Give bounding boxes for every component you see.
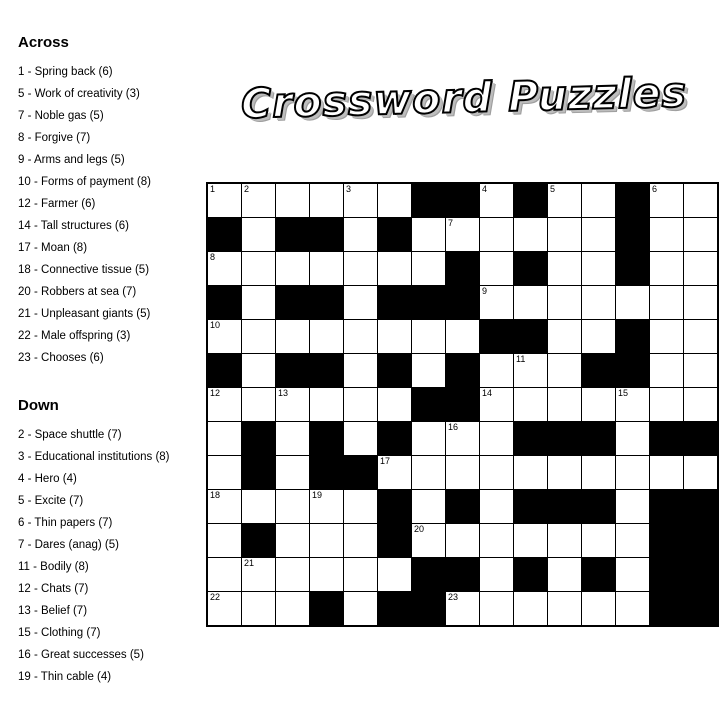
grid-cell-block (344, 456, 378, 490)
grid-cell-open[interactable] (582, 218, 616, 252)
grid-cell-open[interactable] (412, 252, 446, 286)
grid-cell-open[interactable] (310, 252, 344, 286)
grid-cell-open[interactable] (276, 592, 310, 627)
grid-row (207, 183, 718, 218)
grid-cell-open[interactable] (480, 354, 514, 388)
grid-cell-open[interactable] (480, 286, 514, 320)
grid-cell-number: 8 (210, 252, 216, 262)
grid-cell-open[interactable] (412, 524, 446, 558)
grid-cell-block (650, 558, 684, 592)
grid-cell-open[interactable] (310, 490, 344, 524)
grid-cell-open[interactable] (548, 218, 582, 252)
grid-cell-block (310, 592, 344, 627)
page-title: Crossword Puzzles (240, 68, 688, 128)
grid-cell-block (310, 354, 344, 388)
grid-cell-block (616, 252, 650, 286)
grid-cell-open[interactable] (242, 286, 276, 320)
grid-cell-open[interactable] (514, 218, 548, 252)
down-heading: Down (18, 397, 59, 414)
grid-cell-open[interactable] (310, 558, 344, 592)
grid-cell-block (310, 286, 344, 320)
grid-cell-open[interactable] (242, 592, 276, 627)
clues-panel (18, 34, 208, 688)
clue-item: 7 - Noble gas (5) (18, 110, 104, 122)
grid-cell-open[interactable] (310, 524, 344, 558)
grid-cell-open[interactable] (412, 422, 446, 456)
grid-cell-open[interactable] (514, 388, 548, 422)
grid-row (207, 558, 718, 592)
grid-cell-block (310, 456, 344, 490)
grid-cell-open[interactable] (514, 286, 548, 320)
grid-cell-block (310, 422, 344, 456)
grid-cell-open[interactable] (310, 320, 344, 354)
grid-cell-open[interactable] (276, 456, 310, 490)
grid-cell-open[interactable] (684, 456, 719, 490)
grid-cell-block (378, 218, 412, 252)
grid-cell-open[interactable] (310, 183, 344, 218)
grid-cell-open[interactable] (650, 286, 684, 320)
grid-cell-open[interactable] (582, 524, 616, 558)
grid-cell-open[interactable] (242, 183, 276, 218)
grid-cell-number: 23 (448, 592, 459, 602)
grid-cell-block (412, 592, 446, 627)
grid-cell-open[interactable] (684, 218, 719, 252)
grid-cell-open[interactable] (616, 422, 650, 456)
grid-cell-number: 13 (278, 388, 289, 398)
grid-cell-open[interactable] (207, 320, 242, 354)
grid-cell-block (684, 558, 719, 592)
clue-item: 13 - Belief (7) (18, 605, 88, 617)
grid-cell-open[interactable] (276, 388, 310, 422)
grid-cell-open[interactable] (650, 388, 684, 422)
grid-row (207, 354, 718, 388)
grid-cell-open[interactable] (548, 524, 582, 558)
grid-cell-open[interactable] (276, 320, 310, 354)
grid-cell-open[interactable] (548, 456, 582, 490)
grid-cell-open[interactable] (548, 592, 582, 627)
grid-cell-block (242, 524, 276, 558)
clue-item: 12 - Farmer (6) (18, 198, 96, 210)
grid-cell-block (412, 558, 446, 592)
grid-cell-open[interactable] (650, 218, 684, 252)
grid-cell-open[interactable] (616, 490, 650, 524)
clue-item: 7 - Dares (anag) (5) (18, 539, 119, 551)
grid-row (207, 286, 718, 320)
grid-cell-open[interactable] (582, 183, 616, 218)
grid-cell-open[interactable] (514, 524, 548, 558)
grid-cell-open[interactable] (616, 524, 650, 558)
grid-cell-block (276, 286, 310, 320)
grid-cell-open[interactable] (412, 354, 446, 388)
grid-cell-number: 19 (312, 490, 323, 500)
grid-cell-block (446, 388, 480, 422)
grid-cell-block (514, 183, 548, 218)
grid-cell-open[interactable] (276, 252, 310, 286)
grid-cell-block (582, 558, 616, 592)
grid-cell-open[interactable] (344, 524, 378, 558)
grid-cell-block (650, 524, 684, 558)
grid-cell-open[interactable] (548, 558, 582, 592)
grid-row (207, 252, 718, 286)
grid-cell-block (514, 490, 548, 524)
grid-cell-open[interactable] (242, 558, 276, 592)
grid-cell-open[interactable] (548, 183, 582, 218)
clue-item: 6 - Thin papers (7) (18, 517, 113, 529)
grid-cell-open[interactable] (480, 218, 514, 252)
grid-cell-open[interactable] (344, 183, 378, 218)
grid-cell-open[interactable] (344, 558, 378, 592)
grid-cell-open[interactable] (446, 524, 480, 558)
grid-cell-open[interactable] (684, 252, 719, 286)
grid-cell-open[interactable] (446, 422, 480, 456)
grid-cell-open[interactable] (344, 388, 378, 422)
grid-cell-block (616, 320, 650, 354)
grid-cell-open[interactable] (378, 183, 412, 218)
grid-cell-open[interactable] (650, 456, 684, 490)
grid-cell-open[interactable] (548, 354, 582, 388)
grid-cell-number: 22 (210, 592, 221, 602)
grid-cell-open[interactable] (344, 252, 378, 286)
grid-cell-open[interactable] (582, 456, 616, 490)
grid-cell-block (650, 592, 684, 627)
grid-cell-open[interactable] (344, 490, 378, 524)
clue-item: 12 - Chats (7) (18, 583, 89, 595)
grid-row (207, 456, 718, 490)
grid-cell-block (207, 286, 242, 320)
grid-cell-open[interactable] (480, 388, 514, 422)
grid-cell-open[interactable] (446, 320, 480, 354)
grid-cell-block (378, 524, 412, 558)
grid-cell-open[interactable] (207, 456, 242, 490)
grid-cell-number: 3 (346, 184, 352, 194)
grid-cell-open[interactable] (582, 592, 616, 627)
grid-cell-open[interactable] (684, 354, 719, 388)
grid-cell-number: 7 (448, 218, 454, 228)
grid-cell-open[interactable] (242, 354, 276, 388)
grid-cell-open[interactable] (378, 456, 412, 490)
grid-cell-open[interactable] (480, 524, 514, 558)
grid-cell-open[interactable] (480, 456, 514, 490)
grid-cell-open[interactable] (480, 592, 514, 627)
grid-cell-open[interactable] (684, 183, 719, 218)
grid-cell-open[interactable] (344, 354, 378, 388)
grid-cell-open[interactable] (616, 286, 650, 320)
clue-item: 9 - Arms and legs (5) (18, 154, 125, 166)
grid-cell-block (480, 320, 514, 354)
grid-cell-open[interactable] (412, 320, 446, 354)
grid-cell-open[interactable] (582, 320, 616, 354)
grid-cell-open[interactable] (378, 558, 412, 592)
grid-cell-block (207, 354, 242, 388)
grid-cell-open[interactable] (616, 592, 650, 627)
grid-cell-block (582, 490, 616, 524)
grid-cell-open[interactable] (582, 286, 616, 320)
grid-cell-block (446, 183, 480, 218)
grid-cell-open[interactable] (650, 252, 684, 286)
down-block (18, 397, 208, 688)
grid-cell-block (378, 354, 412, 388)
grid-cell-open[interactable] (207, 490, 242, 524)
grid-cell-open[interactable] (242, 218, 276, 252)
grid-cell-block (616, 218, 650, 252)
grid-cell-open[interactable] (480, 183, 514, 218)
grid-cell-open[interactable] (480, 490, 514, 524)
grid-cell-open[interactable] (616, 388, 650, 422)
clue-item: 4 - Hero (4) (18, 473, 77, 485)
grid-cell-open[interactable] (548, 388, 582, 422)
grid-cell-open[interactable] (480, 252, 514, 286)
grid-cell-block (650, 490, 684, 524)
clue-item: 18 - Connective tissue (5) (18, 264, 150, 276)
grid-cell-number: 6 (652, 184, 658, 194)
grid-row (207, 320, 718, 354)
grid-cell-open[interactable] (242, 490, 276, 524)
clue-item: 11 - Bodily (8) (18, 561, 89, 573)
grid-cell-open[interactable] (548, 252, 582, 286)
clue-item: 21 - Unpleasant giants (5) (18, 308, 151, 320)
grid-cell-block (616, 354, 650, 388)
grid-cell-number: 12 (210, 388, 221, 398)
grid-cell-open[interactable] (207, 558, 242, 592)
grid-cell-open[interactable] (344, 422, 378, 456)
grid-cell-open[interactable] (446, 456, 480, 490)
grid-cell-open[interactable] (684, 388, 719, 422)
down-clue-list (18, 424, 208, 688)
grid-cell-block (548, 490, 582, 524)
grid-cell-number: 15 (618, 388, 629, 398)
clue-item: 10 - Forms of payment (8) (18, 176, 151, 188)
grid-cell-block (446, 490, 480, 524)
grid-cell-open[interactable] (207, 252, 242, 286)
grid-cell-open[interactable] (514, 456, 548, 490)
grid-cell-open[interactable] (412, 218, 446, 252)
clue-item: 17 - Moan (8) (18, 242, 88, 254)
grid-cell-block (378, 490, 412, 524)
grid-cell-open[interactable] (412, 456, 446, 490)
grid-cell-open[interactable] (582, 388, 616, 422)
grid-cell-number: 14 (482, 388, 493, 398)
grid-cell-block (582, 354, 616, 388)
grid-row (207, 490, 718, 524)
grid-cell-block (582, 422, 616, 456)
grid-table[interactable] (206, 182, 719, 627)
grid-cell-open[interactable] (446, 218, 480, 252)
grid-row (207, 422, 718, 456)
grid-cell-open[interactable] (344, 320, 378, 354)
clue-item: 1 - Spring back (6) (18, 66, 113, 78)
grid-cell-block (684, 524, 719, 558)
grid-cell-block (242, 422, 276, 456)
grid-cell-block (446, 354, 480, 388)
grid-cell-block (276, 218, 310, 252)
grid-cell-open[interactable] (412, 490, 446, 524)
grid-cell-open[interactable] (514, 354, 548, 388)
grid-cell-open[interactable] (242, 388, 276, 422)
grid-row (207, 524, 718, 558)
grid-cell-open[interactable] (650, 354, 684, 388)
grid-cell-open[interactable] (684, 286, 719, 320)
grid-cell-block (684, 422, 719, 456)
grid-cell-open[interactable] (684, 320, 719, 354)
across-heading: Across (18, 34, 69, 51)
grid-cell-number: 18 (210, 490, 221, 500)
clue-item: 14 - Tall structures (6) (18, 220, 129, 232)
grid-cell-open[interactable] (242, 320, 276, 354)
grid-cell-open[interactable] (207, 183, 242, 218)
grid-cell-open[interactable] (207, 524, 242, 558)
clue-item: 5 - Work of creativity (3) (18, 88, 140, 100)
grid-row (207, 592, 718, 627)
grid-cell-block (514, 422, 548, 456)
grid-cell-number: 20 (414, 524, 425, 534)
grid-cell-block (446, 286, 480, 320)
grid-cell-block (412, 183, 446, 218)
grid-cell-block (514, 320, 548, 354)
grid-cell-number: 5 (550, 184, 556, 194)
grid-cell-open[interactable] (616, 456, 650, 490)
grid-cell-block (242, 456, 276, 490)
grid-cell-block (446, 252, 480, 286)
grid-cell-open[interactable] (378, 388, 412, 422)
grid-cell-open[interactable] (276, 183, 310, 218)
grid-cell-number: 4 (482, 184, 488, 194)
grid-cell-block (412, 388, 446, 422)
grid-cell-number: 2 (244, 184, 250, 194)
grid-cell-block (684, 592, 719, 627)
grid-cell-block (378, 286, 412, 320)
grid-cell-block (514, 252, 548, 286)
grid-row (207, 218, 718, 252)
grid-cell-open[interactable] (207, 422, 242, 456)
grid-cell-block (276, 354, 310, 388)
grid-cell-number: 9 (482, 286, 488, 296)
grid-cell-open[interactable] (310, 388, 344, 422)
grid-cell-number: 17 (380, 456, 391, 466)
grid-cell-open[interactable] (344, 218, 378, 252)
clue-item: 16 - Great successes (5) (18, 649, 144, 661)
grid-cell-open[interactable] (276, 524, 310, 558)
clue-item: 23 - Chooses (6) (18, 352, 104, 364)
grid-cell-open[interactable] (344, 286, 378, 320)
grid-cell-block (412, 286, 446, 320)
grid-cell-block (310, 218, 344, 252)
grid-cell-open[interactable] (480, 422, 514, 456)
grid-cell-open[interactable] (650, 320, 684, 354)
crossword-grid[interactable] (206, 182, 719, 627)
clue-item: 19 - Thin cable (4) (18, 671, 112, 683)
grid-cell-block (616, 183, 650, 218)
grid-cell-open[interactable] (514, 592, 548, 627)
grid-cell-number: 16 (448, 422, 459, 432)
grid-cell-open[interactable] (446, 592, 480, 627)
clue-item: 5 - Excite (7) (18, 495, 84, 507)
grid-cell-open[interactable] (378, 252, 412, 286)
grid-cell-open[interactable] (276, 490, 310, 524)
grid-cell-open[interactable] (344, 592, 378, 627)
grid-cell-block (548, 422, 582, 456)
grid-cell-open[interactable] (616, 558, 650, 592)
grid-cell-number: 1 (210, 184, 216, 194)
grid-cell-open[interactable] (548, 286, 582, 320)
grid-cell-open[interactable] (650, 183, 684, 218)
grid-cell-open[interactable] (242, 252, 276, 286)
grid-cell-block (650, 422, 684, 456)
grid-cell-open[interactable] (276, 558, 310, 592)
grid-cell-open[interactable] (480, 558, 514, 592)
clue-item: 15 - Clothing (7) (18, 627, 101, 639)
clue-item: 20 - Robbers at sea (7) (18, 286, 137, 298)
grid-cell-block (378, 422, 412, 456)
grid-cell-open[interactable] (276, 422, 310, 456)
clue-item: 22 - Male offspring (3) (18, 330, 131, 342)
grid-cell-open[interactable] (378, 320, 412, 354)
grid-cell-block (684, 490, 719, 524)
grid-cell-number: 10 (210, 320, 221, 330)
grid-cell-open[interactable] (582, 252, 616, 286)
grid-cell-block (446, 558, 480, 592)
grid-cell-block (514, 558, 548, 592)
clue-item: 8 - Forgive (7) (18, 132, 91, 144)
clue-item: 2 - Space shuttle (7) (18, 429, 122, 441)
grid-cell-block (378, 592, 412, 627)
grid-cell-block (207, 218, 242, 252)
grid-cell-open[interactable] (207, 388, 242, 422)
grid-row (207, 388, 718, 422)
grid-cell-open[interactable] (548, 320, 582, 354)
grid-cell-number: 21 (244, 558, 255, 568)
grid-cell-number: 11 (516, 354, 526, 364)
across-clue-list (18, 61, 208, 369)
clue-item: 3 - Educational institutions (8) (18, 451, 170, 463)
grid-cell-open[interactable] (207, 592, 242, 627)
